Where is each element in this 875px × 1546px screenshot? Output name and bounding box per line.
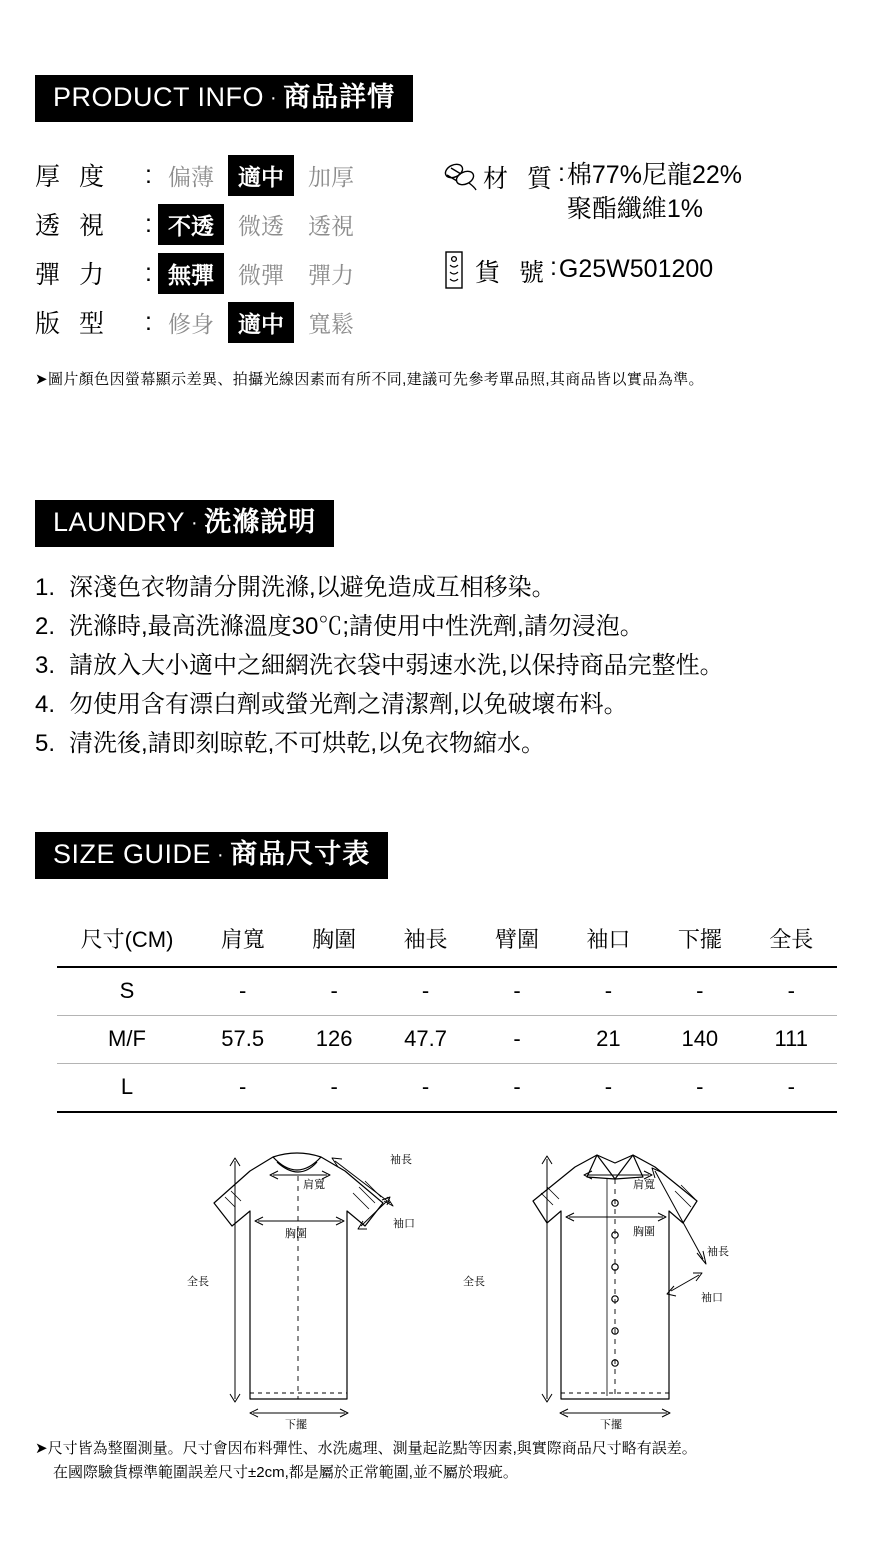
size-table-cell: M/F — [57, 1016, 197, 1064]
spec-label-thickness: 厚 度 — [35, 163, 110, 192]
size-table-header-cell: 尺寸(CM) — [57, 913, 197, 967]
size-table-cell: - — [746, 967, 837, 1016]
size-table-body — [57, 967, 837, 1112]
size-table-cell: - — [380, 967, 471, 1016]
laundry-item-text: 請放入大小適中之細網洗衣袋中弱速水洗,以保持商品完整性。 — [69, 651, 724, 679]
size-table-cell: S — [57, 967, 197, 1016]
size-table-cell: L — [57, 1064, 197, 1113]
list-item — [35, 725, 855, 764]
left-label-shoulder: 肩寬 — [303, 1179, 325, 1192]
laundry-item-number: 5. — [35, 729, 56, 757]
left-label-chest: 胸圍 — [285, 1228, 307, 1241]
size-table-cell: - — [654, 967, 745, 1016]
laundry-item-text: 洗滌時,最高洗滌溫度30℃;請使用中性洗劑,請勿浸泡。 — [69, 612, 644, 640]
spec-option-thickness-thick: 加厚 — [307, 163, 354, 190]
right-measure-arrows — [542, 1156, 706, 1417]
laundry-title-separator: · — [191, 512, 199, 534]
spec-option-sheerness-slight: 微透 — [237, 212, 284, 239]
product-info-note: ➤圖片顏色因螢幕顯示差異、拍攝光線因素而有所不同,建議可先參考單品照,其商品皆以實品為準。 — [35, 371, 704, 389]
size-table-cell: - — [746, 1064, 837, 1113]
size-guide-footnote-line2: 在國際驗貨標準範圍誤差尺寸±2cm,都是屬於正常範圍,並不屬於瑕疵。 — [53, 1464, 518, 1482]
size-guide-section — [35, 832, 855, 1486]
size-table-head — [57, 913, 837, 967]
table-row — [57, 967, 837, 1016]
right-garment-illustration — [533, 1155, 697, 1399]
thread-spool-icon — [443, 161, 477, 191]
material-value — [567, 159, 742, 227]
right-label-shoulder: 肩寬 — [633, 1179, 655, 1192]
right-label-full-length: 全長 — [463, 1276, 485, 1289]
item-number-colon: : — [549, 252, 557, 281]
spec-option-fit-slim: 修身 — [167, 310, 214, 337]
size-guide-title-separator: · — [217, 844, 225, 866]
spec-option-sheerness-sheer: 透視 — [307, 212, 354, 239]
right-label-chest: 胸圍 — [633, 1226, 655, 1239]
product-info-title-en: PRODUCT INFO — [53, 82, 265, 112]
size-table-header-cell: 臂圍 — [471, 913, 562, 967]
size-table-cell: - — [288, 967, 379, 1016]
laundry-item-number: 1. — [35, 574, 56, 602]
spec-option-thickness-thin: 偏薄 — [167, 163, 214, 190]
right-label-cuff: 袖口 — [701, 1292, 723, 1305]
table-header-row — [57, 913, 837, 967]
price-tag-icon — [443, 251, 465, 289]
spec-colon-sheerness: : — [145, 209, 152, 238]
size-table-cell: - — [563, 1064, 654, 1113]
size-table-cell: - — [471, 1064, 562, 1113]
spec-label-elasticity: 彈 力 — [35, 261, 110, 290]
laundry-section — [35, 500, 855, 763]
size-guide-heading — [35, 832, 388, 879]
size-table-header-cell: 全長 — [746, 913, 837, 967]
left-label-hem: 下擺 — [285, 1419, 307, 1432]
size-table-cell: - — [654, 1064, 745, 1113]
list-item — [35, 647, 855, 686]
laundry-item-text: 勿使用含有漂白劑或螢光劑之清潔劑,以免破壞布料。 — [69, 690, 628, 718]
spec-row-fit — [35, 302, 425, 342]
spec-option-elasticity-slight: 微彈 — [237, 261, 284, 288]
product-info-heading — [35, 75, 413, 122]
left-label-cuff: 袖口 — [393, 1218, 415, 1231]
laundry-item-text: 清洗後,請即刻晾乾,不可烘乾,以免衣物縮水。 — [69, 729, 546, 757]
size-table-cell: - — [197, 967, 288, 1016]
left-label-sleeve-length: 袖長 — [390, 1154, 412, 1167]
size-table-header-cell: 袖長 — [380, 913, 471, 967]
list-item — [35, 608, 855, 647]
size-table-cell: 111 — [746, 1016, 837, 1064]
laundry-title-cn: 洗滌說明 — [204, 507, 317, 537]
product-info-section — [35, 75, 845, 392]
table-row — [57, 1064, 837, 1113]
spec-option-sheerness-opaque: 不透 — [158, 204, 224, 245]
spec-colon-thickness: : — [145, 160, 152, 189]
item-number-row — [443, 253, 845, 291]
material-and-item-block — [425, 155, 845, 351]
size-table-cell: - — [471, 1016, 562, 1064]
material-label: 材 質 — [483, 165, 558, 194]
spec-colon-fit: : — [145, 307, 152, 336]
left-garment-illustration — [214, 1153, 383, 1399]
spec-option-elasticity-none: 無彈 — [158, 253, 224, 294]
laundry-item-number: 4. — [35, 690, 56, 718]
spec-row-elasticity — [35, 253, 425, 293]
size-guide-title-cn: 商品尺寸表 — [230, 839, 371, 869]
spec-label-sheerness: 透 視 — [35, 212, 110, 241]
measurement-diagram — [35, 1131, 855, 1431]
product-info-title-separator: · — [270, 87, 278, 109]
size-table-header-cell: 袖口 — [563, 913, 654, 967]
size-table-cell: - — [197, 1064, 288, 1113]
list-item — [35, 569, 855, 608]
laundry-item-number: 2. — [35, 612, 56, 640]
spec-colon-elasticity: : — [145, 258, 152, 287]
size-table-cell: - — [471, 967, 562, 1016]
material-value-line1: 棉77%尼龍22% — [566, 161, 742, 190]
item-number-value: G25W501200 — [558, 254, 714, 283]
spec-row-sheerness — [35, 204, 425, 244]
material-value-line2: 聚酯纖維1% — [566, 194, 704, 223]
size-table-cell: - — [380, 1064, 471, 1113]
spec-option-fit-regular: 適中 — [228, 302, 294, 343]
left-label-full-length: 全長 — [187, 1276, 209, 1289]
spec-row-thickness — [35, 155, 425, 195]
table-row — [57, 1016, 837, 1064]
spec-wrapper — [35, 155, 845, 351]
size-table-header-cell: 下擺 — [654, 913, 745, 967]
spec-label-fit: 版 型 — [35, 310, 110, 339]
size-guide-title-en: SIZE GUIDE — [53, 839, 212, 869]
spec-option-thickness-medium: 適中 — [228, 155, 294, 196]
laundry-title-en: LAUNDRY — [53, 507, 186, 537]
size-table-cell: - — [288, 1064, 379, 1113]
size-guide-footnote-line1: ➤尺寸皆為整圈測量。尺寸會因布料彈性、水洗處理、測量起訖點等因素,與實際商品尺寸略有誤差。 — [35, 1440, 697, 1458]
right-label-hem: 下擺 — [600, 1419, 622, 1432]
material-row — [443, 159, 845, 227]
size-table-cell: 47.7 — [380, 1016, 471, 1064]
product-info-title-cn: 商品詳情 — [283, 82, 396, 112]
size-table — [57, 913, 837, 1113]
item-number-label: 貨 號 — [475, 258, 550, 287]
laundry-item-text: 深淺色衣物請分開洗滌,以避免造成互相移染。 — [69, 574, 556, 602]
size-table-cell: 126 — [288, 1016, 379, 1064]
material-colon: : — [557, 159, 565, 188]
size-table-cell: 140 — [654, 1016, 745, 1064]
laundry-item-number: 3. — [35, 651, 56, 679]
spec-option-elasticity-stretchy: 彈力 — [307, 261, 354, 288]
right-label-sleeve-length: 袖長 — [707, 1246, 729, 1259]
size-guide-footnote — [35, 1437, 855, 1486]
size-table-header-cell: 肩寬 — [197, 913, 288, 967]
laundry-heading — [35, 500, 334, 547]
size-table-cell: - — [563, 967, 654, 1016]
size-table-cell: 21 — [563, 1016, 654, 1064]
spec-option-fit-loose: 寬鬆 — [307, 310, 354, 337]
list-item — [35, 686, 855, 725]
spec-list — [35, 155, 425, 351]
size-table-header-cell: 胸圍 — [288, 913, 379, 967]
size-table-cell: 57.5 — [197, 1016, 288, 1064]
laundry-instruction-list — [35, 569, 855, 763]
